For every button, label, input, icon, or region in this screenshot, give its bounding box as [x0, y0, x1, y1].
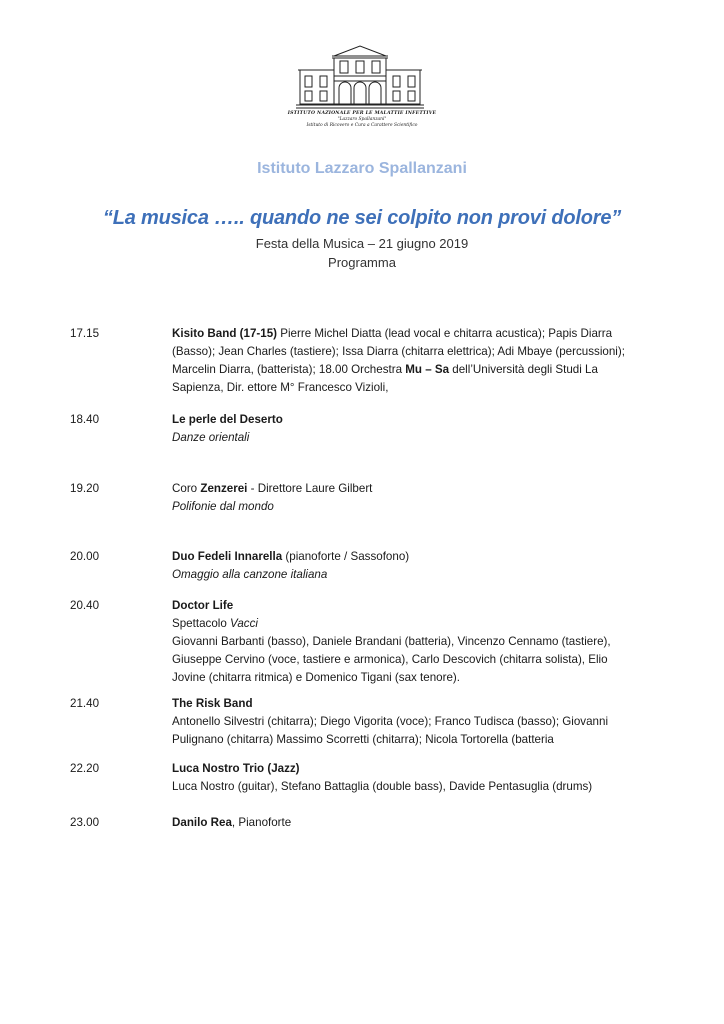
entry-title: Danilo Rea [172, 816, 232, 829]
entry-subtitle: Danze orientali [172, 431, 250, 444]
logo-caption [262, 111, 462, 129]
entry-text: Marcelin Diarra, (batterista); 18.00 Orchestra [172, 363, 406, 376]
entry-title: Kisito Band (17-15) [172, 327, 278, 340]
entry-text: Jovine (chitarra ritmica) e Domenico Tigani (sax tenore). [172, 671, 461, 684]
entry-subtitle: Omaggio alla canzone italiana [172, 568, 328, 581]
entry-description [172, 814, 692, 832]
entry-description [172, 760, 692, 796]
entry-title: Le perle del Deserto [172, 413, 283, 426]
entry-text: (Basso); Jean Charles (tastiere); Issa Diarra (chitarra elettrica); Adi Mbaye (percussioni); [172, 345, 625, 358]
entry-text: Luca Nostro (guitar), Stefano Battaglia (double bass), Davide Pentasuglia (drums) [172, 780, 593, 793]
logo-line-2: "Lazzaro Spallanzani" [337, 117, 387, 122]
entry-time: 22.20 [70, 762, 100, 775]
event-subtitle [0, 234, 724, 272]
logo-line-1: ISTITUTO NAZIONALE PER LE MALATTIE INFETTIVE [287, 111, 437, 116]
logo-line-3: Istituto di Ricovero e Cura a Carattere Scientifico [306, 123, 418, 128]
institute-building-logo [296, 44, 424, 110]
entry-text: dell’Università degli Studi La [449, 363, 598, 376]
entry-time: 20.40 [70, 599, 100, 612]
entry-description [172, 325, 692, 397]
entry-subtitle: Vacci [230, 617, 258, 630]
entry-text: Coro [172, 482, 201, 495]
entry-time: 23.00 [70, 816, 100, 829]
entry-time: 21.40 [70, 697, 100, 710]
entry-description [172, 548, 692, 584]
entry-description [172, 695, 692, 749]
entry-time: 19.20 [70, 482, 100, 495]
entry-text: Antonello Silvestri (chitarra); Diego Vigorita (voce); Franco Tudisca (basso); Giovanni [172, 715, 609, 728]
programma-label: Programma [328, 255, 396, 270]
entry-title: Luca Nostro Trio (Jazz) [172, 762, 300, 775]
entry-time: 18.40 [70, 413, 100, 426]
entry-text: (pianoforte / Sassofono) [282, 550, 410, 563]
entry-text: Giuseppe Cervino (voce, tastiere e armonica), Carlo Descovich (chitarra solista), Elio [172, 653, 608, 666]
quote-title: “La musica ….. quando ne sei colpito non provi dolore” [102, 207, 622, 229]
event-date: Festa della Musica – 21 giugno 2019 [255, 236, 469, 251]
entry-text: , Pianoforte [231, 816, 292, 829]
entry-subtitle: Polifonie dal mondo [172, 500, 274, 513]
entry-text: - Direttore Laure Gilbert [247, 482, 373, 495]
entry-text: Pulignano (chitarra) Massimo Scorretti (chitarra); Nicola Tortorella (batteria [172, 733, 554, 746]
entry-title: Zenzerei [200, 482, 248, 495]
entry-title: Mu – Sa [405, 363, 450, 376]
entry-text: Giovanni Barbanti (basso), Daniele Brandani (batteria), Vincenzo Cennamo (tastiere), [172, 635, 611, 648]
entry-description [172, 597, 692, 687]
entry-title: The Risk Band [172, 697, 253, 710]
entry-title: Doctor Life [172, 599, 234, 612]
entry-time: 17.15 [70, 327, 100, 340]
entry-text: Sapienza, Dir. ettore M° Francesco Vizioli, [172, 381, 389, 394]
entry-time: 20.00 [70, 550, 100, 563]
entry-description [172, 411, 692, 447]
entry-text: Spettacolo [172, 617, 231, 630]
institute-title: Istituto Lazzaro Spallanzani [257, 160, 467, 177]
entry-title: Duo Fedeli Innarella [172, 550, 283, 563]
entry-text: Pierre Michel Diatta (lead vocal e chitarra acustica); Papis Diarra [277, 327, 613, 340]
entry-description [172, 480, 692, 516]
